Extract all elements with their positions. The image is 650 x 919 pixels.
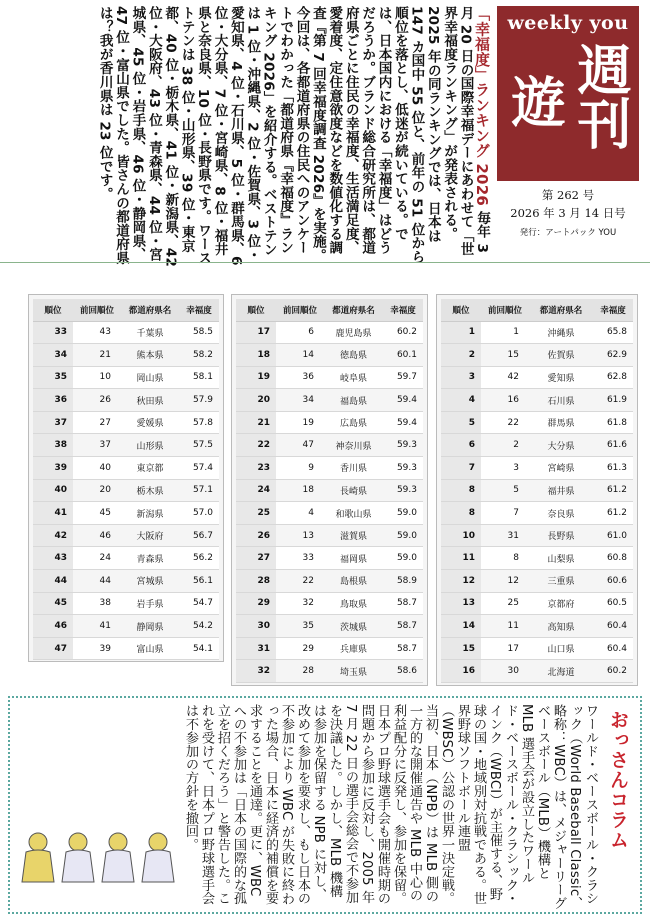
cell-prev: 18 (276, 479, 324, 502)
cell-score: 65.8 (593, 321, 633, 344)
cell-name: 千葉県 (121, 321, 179, 344)
cell-name: 長野県 (529, 524, 593, 547)
table-row (236, 524, 423, 547)
column-header-name: 都道府県名 (324, 299, 383, 321)
cell-name: 群馬県 (529, 411, 593, 434)
cell-name: 宮崎県 (529, 457, 593, 480)
table-row (33, 366, 219, 389)
column-header-rank: 順位 (236, 299, 276, 321)
cell-score: 57.9 (179, 389, 219, 412)
cell-prev: 32 (276, 592, 324, 615)
cell-rank: 43 (33, 547, 73, 570)
cell-prev: 31 (481, 524, 529, 547)
cell-rank: 14 (441, 615, 481, 638)
cell-name: 京都府 (529, 592, 593, 615)
table-row (441, 570, 633, 593)
cell-prev: 29 (276, 637, 324, 660)
cell-prev: 34 (276, 389, 324, 412)
table-row (236, 411, 423, 434)
cell-prev: 21 (73, 344, 121, 367)
cell-score: 56.7 (179, 524, 219, 547)
cell-name: 滋賀県 (324, 524, 383, 547)
table-row (236, 389, 423, 412)
cell-score: 60.6 (593, 570, 633, 593)
cell-score: 54.1 (179, 637, 219, 660)
cell-prev: 11 (481, 615, 529, 638)
cell-rank: 30 (236, 615, 276, 638)
cell-score: 62.9 (593, 344, 633, 367)
cell-prev: 26 (73, 389, 121, 412)
cell-name: 佐賀県 (529, 344, 593, 367)
table-row (236, 321, 423, 344)
ranking-table-1 (436, 294, 638, 686)
article-body: 毎年 3 月 20 日の国際幸福デーにあわせて「世界幸福度ランキング」が発表される。2025 年の同ランキングでは、日本は 147 カ国中 55 位と、前年の 51 位から順位を落とし、低迷が続いている。では、日本国内における「幸福度」はどうだろうか。ブランド総合研究所は、都道府県ごとに住民の幸福度、生活満足度、愛着度、定住意欲度などを数値化する調査『第 7 回幸福度調査 2026』を実施。今回は、各都道府県の住民へのアンケートでわかった「都道府県『幸福度』ランキング 2026」を紹介する。ベストテンは 1 位・沖縄県、2 位・佐賀県、3 位・愛知県、4 位・石川県、5 位・群馬県、6 位・大分県、7 位・宮崎県、8 位・福井県と奈良県、10 位・長野県です。ワーストテンは 38 位・山形県、39 位・東京都、40 位・栃木県、41 位・新潟県、42 位・大阪府、43 位・青森県、44 位・宮城県、45 位・岩手県、46 位・静岡県、47 位・富山県でした。皆さんの都道府県は？我が香川県は 23 位です。 (96, 6, 490, 268)
column-header-rank: 順位 (33, 299, 73, 321)
cell-rank: 42 (33, 524, 73, 547)
cell-prev: 42 (481, 366, 529, 389)
cell-score: 59.0 (383, 524, 423, 547)
cell-score: 57.1 (179, 479, 219, 502)
cell-name: 富山県 (121, 637, 179, 660)
cell-score: 58.2 (179, 344, 219, 367)
cell-score: 60.4 (593, 615, 633, 638)
cell-name: 秋田県 (121, 389, 179, 412)
cell-score: 62.8 (593, 366, 633, 389)
cell-name: 栃木県 (121, 479, 179, 502)
cell-rank: 45 (33, 592, 73, 615)
cell-prev: 24 (73, 547, 121, 570)
cell-score: 58.7 (383, 592, 423, 615)
cell-rank: 1 (441, 321, 481, 344)
table-row (236, 366, 423, 389)
table-row (33, 389, 219, 412)
cell-score: 61.2 (593, 479, 633, 502)
cell-rank: 8 (441, 479, 481, 502)
cell-rank: 23 (236, 457, 276, 480)
cell-rank: 16 (441, 660, 481, 683)
cell-score: 60.2 (383, 321, 423, 344)
cell-score: 60.5 (593, 592, 633, 615)
table-row (441, 637, 633, 660)
cell-rank: 17 (236, 321, 276, 344)
cell-prev: 37 (73, 434, 121, 457)
cell-prev: 30 (481, 660, 529, 683)
table-row (33, 547, 219, 570)
column-title: おっさんコラム (607, 710, 629, 850)
cell-prev: 35 (276, 615, 324, 638)
column-header-name: 都道府県名 (529, 299, 593, 321)
cell-name: 東京都 (121, 457, 179, 480)
cell-name: 愛媛県 (121, 411, 179, 434)
cell-rank: 39 (33, 457, 73, 480)
cell-score: 54.7 (179, 592, 219, 615)
cell-score: 58.6 (383, 660, 423, 683)
cell-name: 静岡県 (121, 615, 179, 638)
cell-score: 60.8 (593, 547, 633, 570)
cell-score: 61.8 (593, 411, 633, 434)
table-row (236, 502, 423, 525)
cell-prev: 8 (481, 547, 529, 570)
table-row (236, 615, 423, 638)
cell-name: 大分県 (529, 434, 593, 457)
publisher: 発行：アートパック YOU (519, 228, 617, 238)
cell-prev: 3 (481, 457, 529, 480)
cell-prev: 39 (73, 637, 121, 660)
table-row (236, 660, 423, 683)
cell-prev: 5 (481, 479, 529, 502)
table-row (441, 344, 633, 367)
cell-name: 埼玉県 (324, 660, 383, 683)
cell-rank: 32 (236, 660, 276, 683)
cell-prev: 6 (276, 321, 324, 344)
table-row (33, 434, 219, 457)
cell-rank: 29 (236, 592, 276, 615)
cell-prev: 40 (73, 457, 121, 480)
cell-prev: 7 (481, 502, 529, 525)
table-row (441, 457, 633, 480)
table-row (236, 570, 423, 593)
table-row (33, 344, 219, 367)
cell-score: 59.0 (383, 547, 423, 570)
cell-rank: 3 (441, 366, 481, 389)
cell-rank: 27 (236, 547, 276, 570)
cell-score: 60.1 (383, 344, 423, 367)
column-header-score: 幸福度 (179, 299, 219, 321)
masthead-kanji-subtitle: 遊 (503, 74, 567, 128)
table-row (33, 411, 219, 434)
cell-score: 56.1 (179, 570, 219, 593)
cell-prev: 12 (481, 570, 529, 593)
cell-prev: 14 (276, 344, 324, 367)
cell-prev: 36 (276, 366, 324, 389)
issue-info (497, 186, 639, 222)
cell-score: 54.2 (179, 615, 219, 638)
ranking-table (441, 299, 633, 683)
cell-score: 56.2 (179, 547, 219, 570)
cell-prev: 9 (276, 457, 324, 480)
table-header-row (441, 299, 633, 321)
cell-name: 青森県 (121, 547, 179, 570)
cell-rank: 4 (441, 389, 481, 412)
cell-prev: 19 (276, 411, 324, 434)
ranking-table-2 (231, 294, 428, 686)
cell-prev: 45 (73, 502, 121, 525)
cell-rank: 33 (33, 321, 73, 344)
table-row (33, 321, 219, 344)
cell-name: 大阪府 (121, 524, 179, 547)
cell-score: 59.3 (383, 479, 423, 502)
baseball-player-illustrations (16, 822, 196, 912)
masthead-kanji-title: 週刊 (569, 42, 633, 150)
cell-score: 61.0 (593, 524, 633, 547)
table-row (441, 547, 633, 570)
cell-rank: 35 (33, 366, 73, 389)
cell-rank: 24 (236, 479, 276, 502)
ranking-table-3 (28, 294, 224, 662)
cell-prev: 22 (276, 570, 324, 593)
cell-prev: 41 (73, 615, 121, 638)
table-row (236, 547, 423, 570)
cell-rank: 2 (441, 344, 481, 367)
cell-rank: 25 (236, 502, 276, 525)
cell-prev: 15 (481, 344, 529, 367)
cell-rank: 41 (33, 502, 73, 525)
cell-prev: 10 (73, 366, 121, 389)
table-row (236, 457, 423, 480)
cell-score: 57.8 (179, 411, 219, 434)
cell-prev: 1 (481, 321, 529, 344)
table-row (441, 321, 633, 344)
issue-date: 2026 年 3 月 14 日号 (510, 206, 626, 220)
cell-name: 山形県 (121, 434, 179, 457)
table-row (441, 524, 633, 547)
cell-prev: 27 (73, 411, 121, 434)
cell-name: 山梨県 (529, 547, 593, 570)
table-row (33, 592, 219, 615)
cell-prev: 16 (481, 389, 529, 412)
cell-score: 59.3 (383, 457, 423, 480)
table-row (236, 434, 423, 457)
cell-score: 58.5 (179, 321, 219, 344)
cell-rank: 28 (236, 570, 276, 593)
ranking-table (33, 299, 219, 660)
cell-name: 神奈川県 (324, 434, 383, 457)
column-body: ワールド・ベースボール・クラシック（World Baseball Classic、略称：WBC）は、メジャーリーグベースボール（MLB）機構と MLB 選手会が設立したワールド・ベースボール・クラシック・インク（WBCI）が主催する、野球の国・地域別対抗戦である。世界野球ソフトボール連盟（WBSC）公認の世界一決定戦。当初、日本（NPB）は MLB 側の一方的な開催通告や MLB 中心の利益配分に反発し、参加を保留。日本プロ野球選手会も開催時期の問題から参加に反対し、2005 年 7 月 22 日の選手会総会で不参加を決議した。しかし、MLB 機構は参加を保留する NPB に対し、改めて参加を要求し、もし日本の不参加により WBC が失敗に終わった場合、日本に経済的補償を要求することを通達。更に、WBC への不参加は「日本の国際的な孤立を招くだろう」と警告した。これを受けて、日本プロ野球選手会は不参加の方針を撤回。 (183, 704, 598, 910)
cell-name: 新潟県 (121, 502, 179, 525)
cell-name: 鹿児島県 (324, 321, 383, 344)
issue-number: 第 262 号 (541, 188, 595, 202)
cell-name: 和歌山県 (324, 502, 383, 525)
cell-rank: 47 (33, 637, 73, 660)
cell-rank: 38 (33, 434, 73, 457)
cell-score: 59.3 (383, 434, 423, 457)
table-row (33, 457, 219, 480)
cell-prev: 25 (481, 592, 529, 615)
cell-score: 59.4 (383, 411, 423, 434)
table-row (441, 411, 633, 434)
cell-score: 58.9 (383, 570, 423, 593)
cell-name: 広島県 (324, 411, 383, 434)
cell-score: 58.7 (383, 637, 423, 660)
cell-rank: 26 (236, 524, 276, 547)
cell-name: 岩手県 (121, 592, 179, 615)
column-header-rank: 順位 (441, 299, 481, 321)
cell-rank: 6 (441, 434, 481, 457)
table-row (33, 615, 219, 638)
masthead-latin-title: weekly you (507, 12, 629, 34)
cell-score: 61.9 (593, 389, 633, 412)
divider (0, 262, 650, 263)
cell-name: 北海道 (529, 660, 593, 683)
column-header-prev: 前回順位 (481, 299, 529, 321)
article (96, 6, 490, 268)
cell-name: 鳥取県 (324, 592, 383, 615)
table-row (236, 637, 423, 660)
cell-prev: 47 (276, 434, 324, 457)
cell-name: 山口県 (529, 637, 593, 660)
table-row (236, 344, 423, 367)
table-row (441, 502, 633, 525)
cell-rank: 15 (441, 637, 481, 660)
column-header-name: 都道府県名 (121, 299, 179, 321)
column-header-prev: 前回順位 (276, 299, 324, 321)
cell-prev: 43 (73, 321, 121, 344)
table-header-row (33, 299, 219, 321)
cell-rank: 21 (236, 411, 276, 434)
column-header-score: 幸福度 (383, 299, 423, 321)
cell-rank: 12 (441, 570, 481, 593)
table-row (33, 637, 219, 660)
cell-rank: 31 (236, 637, 276, 660)
cell-rank: 34 (33, 344, 73, 367)
cell-name: 愛知県 (529, 366, 593, 389)
cell-name: 香川県 (324, 457, 383, 480)
cell-score: 57.0 (179, 502, 219, 525)
cell-name: 福井県 (529, 479, 593, 502)
cell-prev: 28 (276, 660, 324, 683)
cell-name: 兵庫県 (324, 637, 383, 660)
cell-score: 58.7 (383, 615, 423, 638)
cell-rank: 36 (33, 389, 73, 412)
cell-prev: 20 (73, 479, 121, 502)
table-row (441, 389, 633, 412)
cell-name: 熊本県 (121, 344, 179, 367)
cell-name: 岡山県 (121, 366, 179, 389)
cell-score: 61.2 (593, 502, 633, 525)
cell-name: 沖縄県 (529, 321, 593, 344)
cell-score: 61.3 (593, 457, 633, 480)
cell-prev: 33 (276, 547, 324, 570)
cell-rank: 5 (441, 411, 481, 434)
table-row (441, 479, 633, 502)
cell-score: 59.4 (383, 389, 423, 412)
cell-name: 徳島県 (324, 344, 383, 367)
table-row (441, 660, 633, 683)
cell-score: 59.0 (383, 502, 423, 525)
cell-score: 61.6 (593, 434, 633, 457)
cell-name: 長崎県 (324, 479, 383, 502)
cell-name: 宮城県 (121, 570, 179, 593)
player-figure (22, 833, 174, 882)
table-row (441, 366, 633, 389)
cell-name: 茨城県 (324, 615, 383, 638)
cell-name: 島根県 (324, 570, 383, 593)
ranking-table (236, 299, 423, 683)
column-header-score: 幸福度 (593, 299, 633, 321)
cell-rank: 40 (33, 479, 73, 502)
cell-name: 高知県 (529, 615, 593, 638)
table-row (33, 524, 219, 547)
cell-rank: 18 (236, 344, 276, 367)
cell-rank: 11 (441, 547, 481, 570)
cell-name: 石川県 (529, 389, 593, 412)
cell-score: 57.5 (179, 434, 219, 457)
cell-name: 福岡県 (324, 547, 383, 570)
cell-rank: 8 (441, 502, 481, 525)
cell-rank: 10 (441, 524, 481, 547)
cell-prev: 38 (73, 592, 121, 615)
cell-rank: 20 (236, 389, 276, 412)
cell-name: 岐阜県 (324, 366, 383, 389)
cell-prev: 22 (481, 411, 529, 434)
cell-score: 57.4 (179, 457, 219, 480)
cell-name: 奈良県 (529, 502, 593, 525)
cell-name: 三重県 (529, 570, 593, 593)
column-header-prev: 前回順位 (73, 299, 121, 321)
cell-prev: 13 (276, 524, 324, 547)
cell-rank: 7 (441, 457, 481, 480)
cell-rank: 44 (33, 570, 73, 593)
cell-rank: 46 (33, 615, 73, 638)
cell-rank: 22 (236, 434, 276, 457)
cell-prev: 2 (481, 434, 529, 457)
cell-score: 59.7 (383, 366, 423, 389)
cell-prev: 46 (73, 524, 121, 547)
cell-prev: 17 (481, 637, 529, 660)
cell-rank: 19 (236, 366, 276, 389)
table-row (441, 615, 633, 638)
table-row (236, 592, 423, 615)
cell-score: 60.2 (593, 660, 633, 683)
table-header-row (236, 299, 423, 321)
table-row (33, 570, 219, 593)
cell-prev: 4 (276, 502, 324, 525)
cell-prev: 44 (73, 570, 121, 593)
cell-score: 60.4 (593, 637, 633, 660)
cell-rank: 13 (441, 592, 481, 615)
table-row (33, 479, 219, 502)
header-section (0, 0, 650, 278)
cell-name: 福島県 (324, 389, 383, 412)
table-row (236, 479, 423, 502)
article-headline: 「幸福度」ランキング 2026 (473, 6, 491, 206)
cell-rank: 37 (33, 411, 73, 434)
masthead (497, 6, 639, 181)
table-row (441, 592, 633, 615)
table-row (441, 434, 633, 457)
cell-score: 58.1 (179, 366, 219, 389)
table-row (33, 502, 219, 525)
